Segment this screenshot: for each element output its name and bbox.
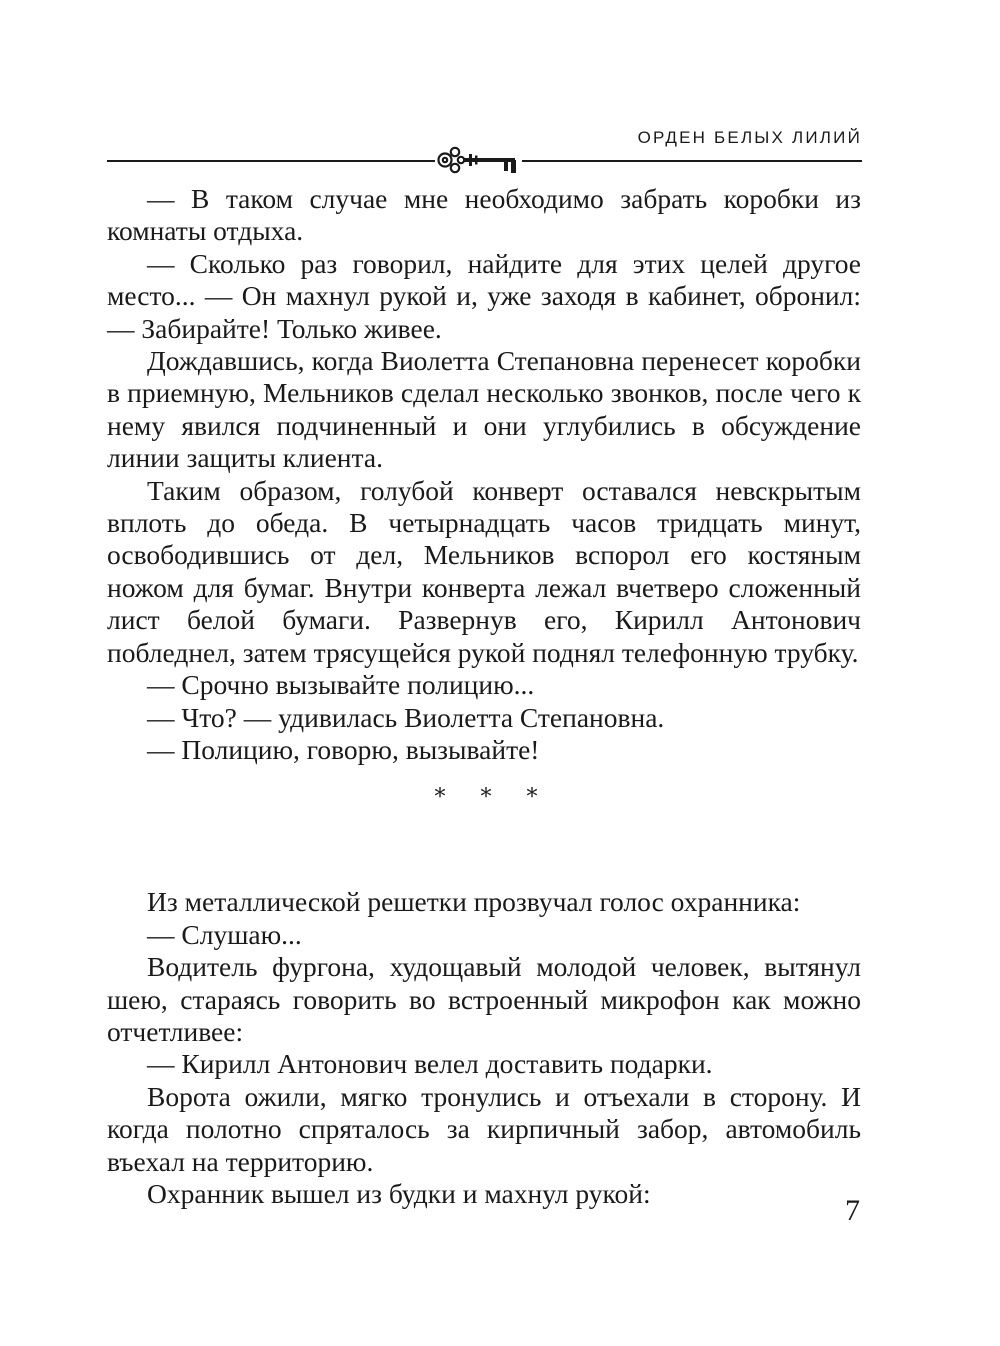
paragraph: Водитель фургона, худощавый молодой человек, вытянул шею, стараясь говорить во встроенный микрофон как можно отчетливее: [107, 951, 861, 1047]
paragraph: Охранник вышел из будки и махнул рукой: [147, 1177, 651, 1209]
paragraph: Дождавшись, когда Виолетта Степановна перенесет коробки в приемную, Мельников сделал несколько звонков, после чего к нему явился подчиненный и они углубились в обсуждение линии защиты клиента. [107, 345, 861, 474]
running-title: ОРДЕН БЕЛЫХ ЛИЛИЙ [637, 128, 862, 147]
paragraph: — Сколько раз говорил, найдите для этих целей другое место... — Он махнул рукой и, уже заходя в кабинет, обронил: — Забирайте! Только живее. [107, 247, 861, 344]
key-icon [432, 143, 526, 177]
paragraph: — Слушаю... [147, 918, 302, 950]
section-break: * * * [434, 785, 552, 811]
paragraph: — Кирилл Антонович велел доставить подарки. [147, 1048, 713, 1080]
paragraph: — Что? — удивилась Виолетта Степановна. [147, 701, 665, 733]
paragraph: — Срочно вызывайте полицию... [147, 669, 535, 701]
paragraph: — В таком случае мне необходимо забрать коробки из комнаты отдыха. [107, 183, 861, 247]
header-rule-right [522, 160, 862, 162]
header-rule-left [107, 160, 435, 162]
page-body [107, 183, 861, 1210]
paragraph: — Полицию, говорю, вызывайте! [147, 733, 540, 765]
paragraph: Ворота ожили, мягко тронулись и отъехали в сторону. И когда полотно спряталось за кирпичный забор, автомобиль въехал на территорию. [107, 1080, 861, 1177]
paragraph: Из металлической решетки прозвучал голос охранника: [147, 886, 801, 918]
paragraph: Таким образом, голубой конверт оставался невскрытым вплоть до обеда. В четырнадцать часов тридцать минут, освободившись от дел, Мельников вспорол его костяным ножом для бумаг. Внутри конверта лежал вчетверо сложенный лист белой бумаги. Развернув его, Кирилл Антонович побледнел, затем трясущейся рукой поднял телефонную трубку. [107, 474, 861, 668]
page-number: 7 [845, 1194, 860, 1227]
